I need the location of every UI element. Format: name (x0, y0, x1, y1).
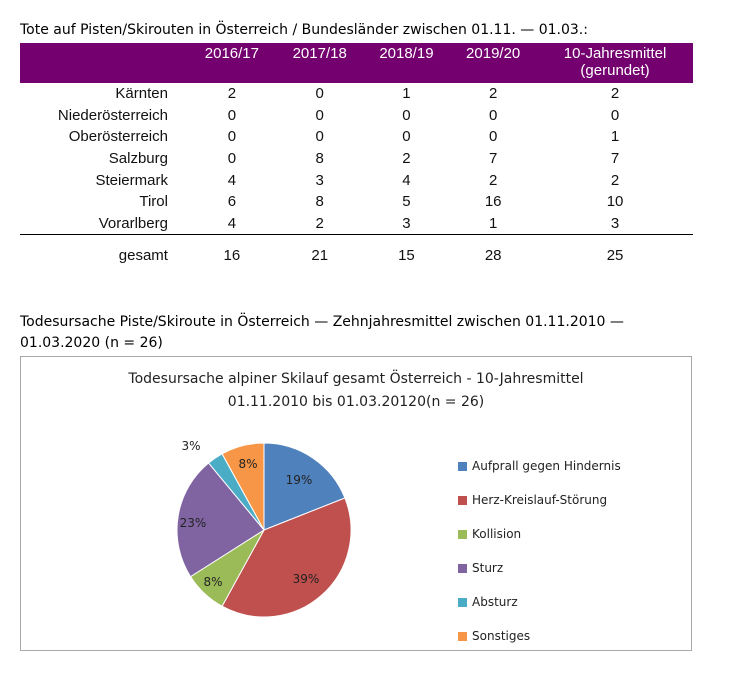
legend-label: Herz-Kreislauf-Störung (472, 493, 608, 507)
table-cell: 7 (488, 150, 498, 168)
table-cell: 16 (484, 193, 502, 211)
legend-item (458, 585, 678, 619)
table-row (20, 169, 693, 191)
header-2017-18: 2017/18 (292, 45, 347, 62)
legend-label: Absturz (472, 595, 518, 609)
region-label: Kärnten (115, 85, 168, 103)
region-label: Tirol (139, 193, 168, 211)
legend-swatch (458, 496, 467, 505)
header-10yr-mean-line2: (gerundet) (580, 62, 650, 79)
section-title: Todesursache Piste/Skiroute in Österreich — Zehnjahresmittel zwischen 01.11.2010 — 01.03.2020 (n = 26) (20, 314, 624, 351)
table-cell: 2 (488, 85, 498, 103)
legend-swatch (458, 462, 467, 471)
pie-data-label: 19% (285, 473, 313, 487)
legend-label: Aufprall gegen Hindernis (472, 459, 621, 473)
table-header-row (20, 43, 693, 83)
table-cell: 2 (276, 213, 364, 235)
table-cell: 0 (488, 106, 498, 124)
table-cell: 1 (449, 213, 537, 235)
table-cell: 2 (610, 171, 620, 189)
total-cell: 15 (398, 246, 415, 264)
fatalities-table (20, 43, 693, 267)
table-cell: 1 (402, 85, 411, 103)
legend-item (458, 619, 678, 653)
header-region (20, 43, 188, 83)
legend-item (458, 551, 678, 585)
pie-data-label: 8% (238, 457, 258, 471)
pie-data-label: 23% (179, 516, 207, 530)
region-label: Vorarlberg (20, 213, 188, 235)
table-row (20, 213, 693, 235)
table-cell: 0 (402, 128, 411, 146)
legend-item (458, 449, 678, 483)
table-cell: 1 (610, 128, 620, 146)
table-cell: 4 (402, 171, 411, 189)
region-label: Salzburg (108, 150, 168, 168)
table-cell: 5 (402, 193, 411, 211)
header-2016-17: 2016/17 (204, 45, 259, 62)
header-2018-19: 2018/19 (379, 45, 434, 62)
table-row (20, 191, 693, 213)
table-cell: 0 (488, 128, 498, 146)
table-cell: 0 (227, 150, 237, 168)
chart-title: Todesursache alpiner Skilauf gesamt Österreich - 10-Jahresmittel (128, 371, 584, 387)
legend-label: Sonstiges (472, 629, 531, 643)
table-cell: 3 (537, 213, 693, 235)
pie-data-label: 39% (292, 572, 320, 586)
table-row (20, 126, 693, 148)
chart-subtitle: 01.11.2010 bis 01.03.20120(n = 26) (227, 394, 485, 410)
legend-swatch (458, 530, 467, 539)
table-total-row (20, 235, 693, 268)
table-cell: 0 (227, 106, 237, 124)
legend-swatch (458, 598, 467, 607)
table-cell: 0 (227, 128, 237, 146)
table-cell: 0 (315, 128, 324, 146)
table-cell: 4 (227, 171, 237, 189)
table-cell: 6 (227, 193, 237, 211)
table-cell: 2 (488, 171, 498, 189)
table-cell: 3 (364, 213, 450, 235)
region-label: Oberösterreich (68, 128, 168, 146)
table-cell: 2 (610, 85, 620, 103)
legend-item (458, 483, 678, 517)
table-row (20, 105, 693, 127)
table-cell: 4 (188, 213, 276, 235)
header-10yr-mean (537, 43, 693, 83)
table-cell: 0 (315, 85, 324, 103)
table-cell: 8 (315, 150, 324, 168)
pie-chart-panel (20, 356, 692, 651)
table-cell: 2 (402, 150, 411, 168)
region-label: Steiermark (95, 171, 168, 189)
legend-item (458, 517, 678, 551)
legend-swatch (458, 564, 467, 573)
legend-label: Sturz (472, 561, 504, 575)
legend-label: Kollision (472, 527, 522, 541)
table-row (20, 83, 693, 105)
region-label: Niederösterreich (57, 106, 168, 124)
table-cell: 2 (227, 85, 237, 103)
total-cell: 28 (484, 246, 502, 264)
header-10yr-mean-line1: 10-Jahresmittel (563, 45, 667, 62)
legend-swatch (458, 632, 467, 641)
table-title: Tote auf Pisten/Skirouten in Österreich / Bundesländer zwischen 01.11. — 01.03.: (20, 22, 588, 38)
chart-legend (458, 449, 678, 653)
table-cell: 3 (315, 171, 324, 189)
total-label: gesamt (118, 246, 168, 264)
total-cell: 21 (311, 246, 329, 264)
table-cell: 0 (315, 106, 324, 124)
pie-data-label: 3% (181, 439, 201, 453)
table-cell: 0 (402, 106, 411, 124)
table-cell: 10 (606, 193, 624, 211)
table-row (20, 148, 693, 170)
table-cell: 7 (610, 150, 620, 168)
table-cell: 0 (610, 106, 620, 124)
pie-data-label: 8% (203, 575, 223, 589)
total-cell: 25 (606, 246, 624, 264)
header-2019-20: 2019/20 (466, 45, 521, 62)
table-cell: 8 (315, 193, 324, 211)
total-cell: 16 (223, 246, 241, 264)
